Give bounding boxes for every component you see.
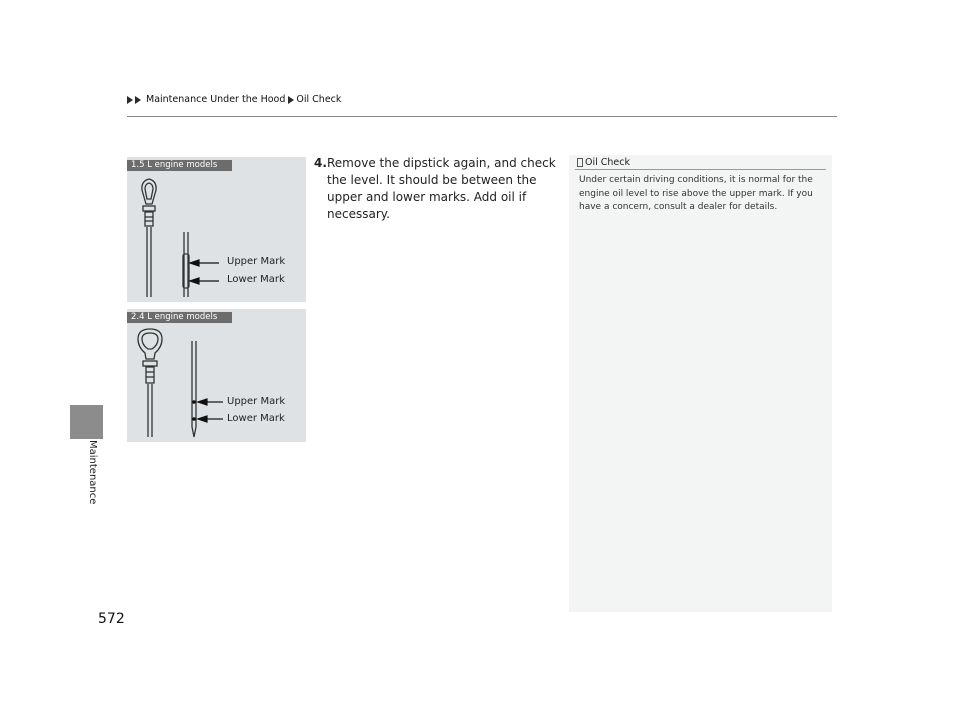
step-text: Remove the dipstick again, and check the level. It should be between the upper and lower marks. Add oil if necessary. [327,156,556,221]
page-number: 572 [98,611,125,627]
note-body: Under certain driving conditions, it is normal for the engine oil level to rise above the upper mark. If you have a concern, consult a dealer for details. [579,175,813,212]
note-marker-icon [577,158,583,167]
header-rule [127,116,837,117]
figure-tag: 2.4 L engine models [127,312,232,323]
figure-tag: 1.5 L engine models [127,160,232,171]
section-label: Maintenance [87,440,98,505]
note-title: Oil Check [577,157,630,168]
figure-1-5l [127,157,306,302]
breadcrumb-arrow-icon [288,96,294,104]
lower-mark-label: Lower Mark [227,413,285,424]
step-4 [314,155,558,223]
section-tab[interactable] [70,405,103,439]
upper-mark-label: Upper Mark [227,256,286,267]
breadcrumb-item[interactable]: Maintenance Under the Hood [146,94,286,105]
upper-mark-label: Upper Mark [227,396,286,407]
step-number: 4. [314,156,327,170]
figure-2-4l [127,309,306,442]
breadcrumb-item[interactable]: Oil Check [296,94,342,105]
breadcrumb-arrow-icon [127,96,133,104]
lower-mark-label: Lower Mark [227,274,285,285]
breadcrumb [127,94,341,105]
side-note [569,155,832,612]
breadcrumb-arrow-icon [135,96,141,104]
note-rule [575,169,826,170]
